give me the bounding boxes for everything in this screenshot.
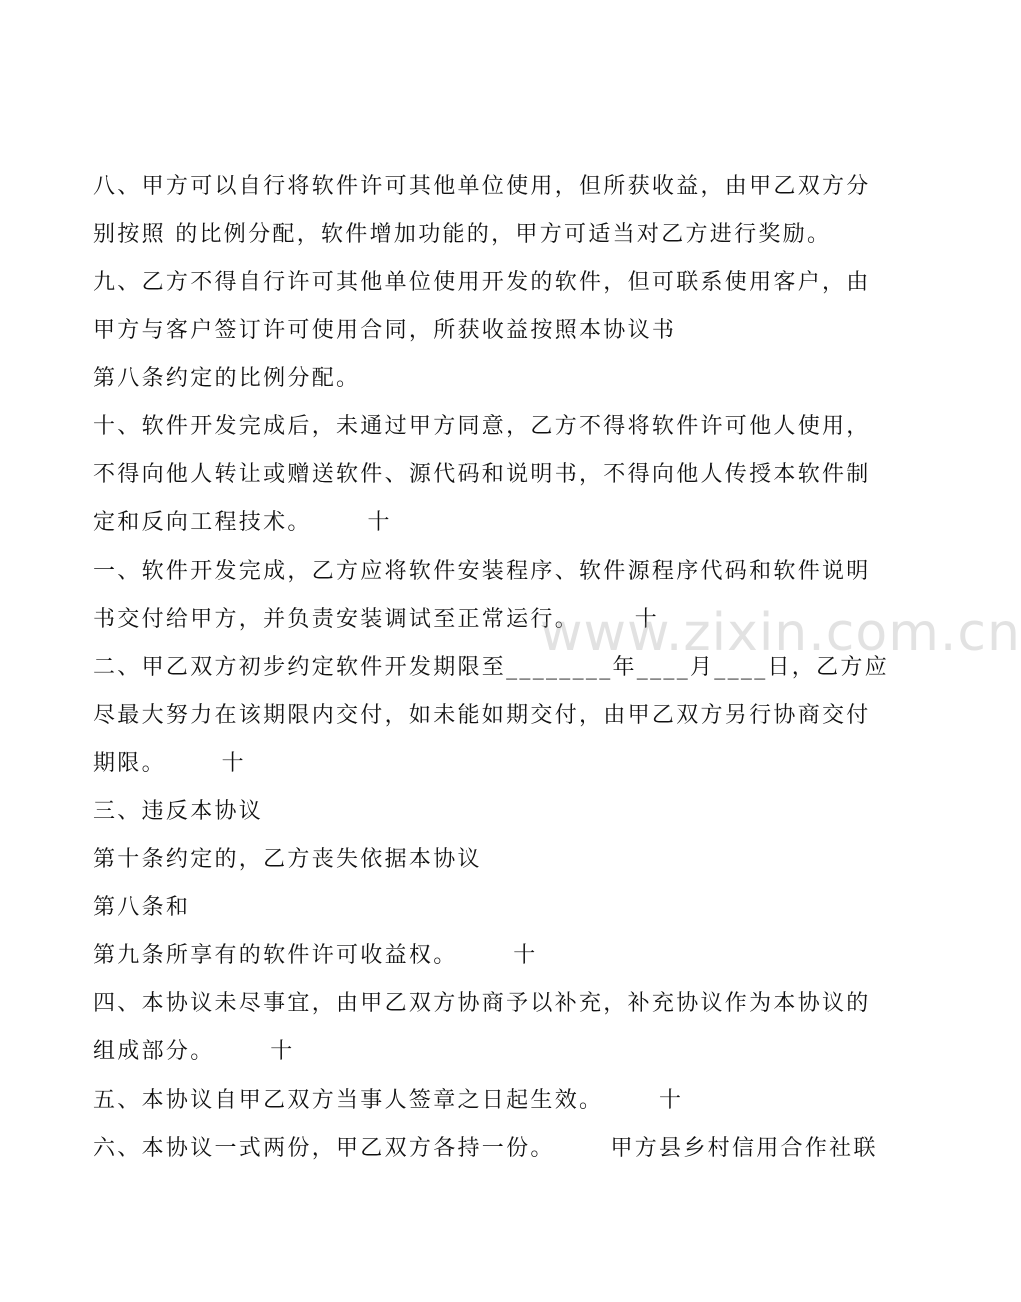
text-line: 九、乙方不得自行许可其他单位使用开发的软件，但可联系使用客户，由 xyxy=(93,270,871,295)
text-line: 书交付给甲方，并负责安装调试至正常运行。 十 xyxy=(93,607,660,632)
text-line: 别按照 的比例分配，软件增加功能的，甲方可适当对乙方进行奖励。 xyxy=(93,222,832,247)
text-line: 甲方与客户签订许可使用合同，所获收益按照本协议书 xyxy=(93,318,677,343)
text-line: 一、软件开发完成，乙方应将软件安装程序、软件源程序代码和软件说明 xyxy=(93,559,871,584)
text-line: 第八条和 xyxy=(93,895,191,920)
text-line: 第十条约定的，乙方丧失依据本协议 xyxy=(93,847,482,872)
text-line: 十、软件开发完成后，未通过甲方同意，乙方不得将软件许可他人使用， xyxy=(93,414,871,439)
text-line: 二、甲乙双方初步约定软件开发期限至________年____月____日，乙方应 xyxy=(93,655,890,680)
text-line: 八、甲方可以自行将软件许可其他单位使用，但所获收益，由甲乙双方分 xyxy=(93,174,871,199)
text-line: 尽最大努力在该期限内交付，如未能如期交付，由甲乙双方另行协商交付 xyxy=(93,703,871,728)
text-line: 五、本协议自甲乙双方当事人签章之日起生效。 十 xyxy=(93,1088,684,1113)
text-line: 组成部分。 十 xyxy=(93,1039,295,1064)
text-line: 定和反向工程技术。 十 xyxy=(93,510,392,535)
text-line: 不得向他人转让或赠送软件、源代码和说明书，不得向他人传授本软件制 xyxy=(93,462,871,487)
text-line: 第九条所享有的软件许可收益权。 十 xyxy=(93,943,538,968)
text-line: 四、本协议未尽事宜，由甲乙双方协商予以补充，补充协议作为本协议的 xyxy=(93,991,871,1016)
text-line: 六、本协议一式两份，甲乙双方各持一份。 甲方县乡村信用合作社联 xyxy=(93,1136,878,1161)
text-line: 三、违反本协议 xyxy=(93,799,264,824)
text-line: 第八条约定的比例分配。 xyxy=(93,366,361,391)
text-line: 期限。 十 xyxy=(93,751,246,776)
watermark: www.zixin.com.cn xyxy=(540,603,1021,663)
